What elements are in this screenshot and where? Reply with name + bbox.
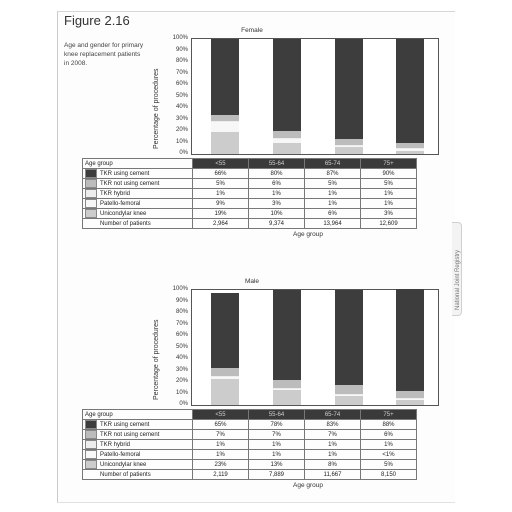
y-tick-label: 50% <box>175 92 188 99</box>
data-label: 7% <box>249 430 305 440</box>
data-label: 1% <box>249 450 305 460</box>
data-label: 88% <box>361 420 417 430</box>
data-label: 5% <box>193 179 249 189</box>
bar-segment-uni <box>211 132 239 154</box>
legend-swatch-hybrid <box>85 189 97 198</box>
bar-segment-uni <box>335 396 363 405</box>
data-label: 1% <box>361 199 417 209</box>
tick-label-0: <55 <box>193 410 249 420</box>
bar-segment-pf <box>273 389 301 390</box>
data-label: 1% <box>249 440 305 450</box>
bar-segment-notcement <box>273 131 301 138</box>
y-tick-label: 80% <box>175 58 188 64</box>
data-label: 90% <box>361 169 417 179</box>
data-label: 1% <box>193 440 249 450</box>
table-row <box>83 450 417 460</box>
chart-title: Female <box>241 27 263 34</box>
y-tick-label: 30% <box>175 366 188 373</box>
bar-segment-cement <box>396 39 424 143</box>
bar-segment-pf <box>335 395 363 396</box>
table-row <box>83 219 417 229</box>
table-row <box>83 430 417 440</box>
page-tab-label: National Joint Registry <box>455 249 461 310</box>
bar-segment-hybrid <box>211 376 239 377</box>
y-tick-label: 90% <box>175 297 188 304</box>
row-label-text: Patello-femoral <box>100 452 141 459</box>
data-label: 7,889 <box>249 470 305 480</box>
stacked-bar <box>211 39 239 154</box>
legend-swatch-notcement <box>85 179 97 188</box>
y-tick-label: 60% <box>175 332 188 338</box>
data-label: 5% <box>361 179 417 189</box>
bar-segment-notcement <box>396 143 424 149</box>
data-label: 6% <box>305 209 361 219</box>
data-label: 1% <box>305 189 361 199</box>
data-table <box>82 158 417 229</box>
bar-segment-uni <box>396 399 424 405</box>
bar-segment-pf <box>211 377 239 378</box>
stacked-bar <box>273 39 301 154</box>
data-label: 3% <box>249 199 305 209</box>
data-label: 78% <box>249 420 305 430</box>
bar-segment-notcement <box>211 368 239 376</box>
row-label <box>83 209 193 219</box>
row-label-text: Number of patients <box>100 220 151 227</box>
bar-segment-notcement <box>211 115 239 121</box>
stacked-bar <box>211 290 239 405</box>
legend-swatch-pf <box>85 450 97 459</box>
data-label: 19% <box>193 209 249 219</box>
data-label: 3% <box>361 209 417 219</box>
chart-panel <box>64 278 440 500</box>
data-label: 1% <box>305 450 361 460</box>
row-label <box>83 440 193 450</box>
data-table <box>82 409 417 480</box>
y-tick-label: 70% <box>175 320 188 327</box>
tick-label-2: 65-74 <box>305 159 361 169</box>
data-label: 5% <box>361 460 417 470</box>
chart-title: Male <box>244 278 260 285</box>
y-axis-label: Percentage of procedures <box>153 68 160 149</box>
stacked-bar <box>396 290 424 405</box>
bar-segment-uni <box>273 143 301 155</box>
row-label-text: Unicondylar knee <box>100 211 147 218</box>
y-tick-label: 10% <box>175 138 188 145</box>
y-tick-label: 30% <box>175 115 188 122</box>
plot-area <box>191 38 439 155</box>
table-header-label: Age group <box>83 410 193 420</box>
data-label: 2,964 <box>193 219 249 229</box>
bar-segment-cement <box>273 290 301 380</box>
table-header-label: Age group <box>83 159 193 169</box>
data-label: 1% <box>361 189 417 199</box>
table-header-row <box>83 410 417 420</box>
bar-segment-notcement <box>273 380 301 388</box>
bar-segment-cement <box>273 39 301 131</box>
chart-panel <box>64 27 440 249</box>
row-label <box>83 460 193 470</box>
table-row <box>83 470 417 480</box>
data-label: <1% <box>361 450 417 460</box>
y-tick-label: 50% <box>175 343 188 350</box>
row-label-text: Patello-femoral <box>100 201 141 208</box>
data-label: 83% <box>305 420 361 430</box>
data-label: 66% <box>193 169 249 179</box>
bar-segment-notcement <box>396 391 424 398</box>
data-label: 9% <box>193 199 249 209</box>
bar-segment-pf <box>396 399 424 400</box>
row-label-text: TKR hybrid <box>100 442 131 449</box>
y-tick-label: 70% <box>175 69 188 76</box>
row-label <box>83 199 193 209</box>
tick-label-1: 55-64 <box>249 159 305 169</box>
row-label <box>83 420 193 430</box>
data-label: 6% <box>249 179 305 189</box>
figure-title: Figure 2.16 <box>64 13 130 28</box>
bar-segment-uni <box>396 151 424 154</box>
y-tick-label: 40% <box>175 104 188 110</box>
bar-segment-pf <box>211 122 239 132</box>
row-label-text: TKR not using cement <box>100 432 160 439</box>
x-axis-label: Age group <box>293 231 323 238</box>
figure-description: Age and gender for primary knee replacement patients in 2008. <box>64 42 144 67</box>
data-label: 5% <box>305 179 361 189</box>
tick-label-2: 65-74 <box>305 410 361 420</box>
row-label-text: TKR using cement <box>100 422 150 429</box>
bar-segment-hybrid <box>335 145 363 146</box>
table-row <box>83 189 417 199</box>
data-label: 13% <box>249 460 305 470</box>
stacked-bar <box>273 290 301 405</box>
y-tick-label: 10% <box>175 389 188 396</box>
y-tick-label: 0% <box>179 150 188 156</box>
legend-swatch-cement <box>85 420 97 429</box>
data-label: 1% <box>193 450 249 460</box>
y-tick-label: 100% <box>172 286 188 292</box>
stacked-bar <box>396 39 424 154</box>
data-label: 87% <box>305 169 361 179</box>
data-label: 7% <box>193 430 249 440</box>
data-label: 80% <box>249 169 305 179</box>
row-label <box>83 219 193 229</box>
data-label: 8% <box>305 460 361 470</box>
row-label <box>83 470 193 480</box>
legend-swatch-cement <box>85 169 97 178</box>
bar-segment-cement <box>335 39 363 139</box>
data-label: 13,964 <box>305 219 361 229</box>
legend-swatch-hybrid <box>85 440 97 449</box>
row-label-text: TKR hybrid <box>100 191 131 198</box>
bar-segment-pf <box>335 146 363 147</box>
tick-label-3: 75+ <box>361 159 417 169</box>
table-row <box>83 209 417 219</box>
bar-segment-hybrid <box>396 398 424 399</box>
x-axis-label: Age group <box>293 482 323 489</box>
data-label: 65% <box>193 420 249 430</box>
row-label <box>83 169 193 179</box>
data-label: 2,119 <box>193 470 249 480</box>
data-label: 1% <box>249 189 305 199</box>
y-tick-label: 90% <box>175 46 188 53</box>
data-label: 8,150 <box>361 470 417 480</box>
row-label-text: TKR not using cement <box>100 181 160 188</box>
bar-segment-notcement <box>335 139 363 145</box>
data-label: 12,609 <box>361 219 417 229</box>
table-header-row <box>83 159 417 169</box>
bar-segment-cement <box>396 289 424 390</box>
bar-segment-cement <box>211 39 239 115</box>
table-row <box>83 179 417 189</box>
plot-area <box>191 289 439 406</box>
data-label: 1% <box>305 199 361 209</box>
legend-swatch-uni <box>85 460 97 469</box>
y-tick-label: 40% <box>175 355 188 361</box>
data-label: 9,374 <box>249 219 305 229</box>
bar-segment-cement <box>211 293 239 368</box>
bar-segment-hybrid <box>273 388 301 389</box>
table-row <box>83 460 417 470</box>
row-label <box>83 450 193 460</box>
row-label <box>83 430 193 440</box>
bar-segment-uni <box>211 379 239 405</box>
bar-segment-pf <box>396 149 424 150</box>
y-tick-label: 20% <box>175 127 188 133</box>
table-row <box>83 169 417 179</box>
tick-label-1: 55-64 <box>249 410 305 420</box>
bar-segment-cement <box>335 290 363 385</box>
data-label: 10% <box>249 209 305 219</box>
y-tick-label: 100% <box>172 35 188 41</box>
data-label: 7% <box>305 430 361 440</box>
table-row <box>83 420 417 430</box>
bar-segment-uni <box>335 147 363 154</box>
stacked-bar <box>335 39 363 154</box>
bar-segment-uni <box>273 390 301 405</box>
bar-segment-hybrid <box>273 138 301 139</box>
y-tick-label: 80% <box>175 309 188 315</box>
bar-segment-hybrid <box>211 121 239 122</box>
row-label <box>83 179 193 189</box>
y-tick-label: 60% <box>175 81 188 87</box>
y-tick-label: 20% <box>175 378 188 384</box>
row-label-text: Number of patients <box>100 471 151 478</box>
data-label: 11,667 <box>305 470 361 480</box>
bar-segment-hybrid <box>335 394 363 395</box>
bar-segment-notcement <box>335 385 363 393</box>
data-label: 1% <box>193 189 249 199</box>
data-label: 23% <box>193 460 249 470</box>
y-tick-label: 0% <box>179 401 188 407</box>
bar-segment-hybrid <box>396 148 424 149</box>
row-label-text: Unicondylar knee <box>100 462 147 469</box>
stacked-bar <box>335 290 363 405</box>
legend-swatch-pf <box>85 199 97 208</box>
table-row <box>83 440 417 450</box>
bar-segment-pf <box>273 139 301 142</box>
y-axis-label: Percentage of procedures <box>153 319 160 400</box>
row-label-text: TKR using cement <box>100 171 150 178</box>
tick-label-0: <55 <box>193 159 249 169</box>
table-row <box>83 199 417 209</box>
data-label: 1% <box>361 440 417 450</box>
data-label: 1% <box>305 440 361 450</box>
legend-swatch-uni <box>85 209 97 218</box>
tick-label-3: 75+ <box>361 410 417 420</box>
data-label: 6% <box>361 430 417 440</box>
legend-swatch-notcement <box>85 430 97 439</box>
row-label <box>83 189 193 199</box>
